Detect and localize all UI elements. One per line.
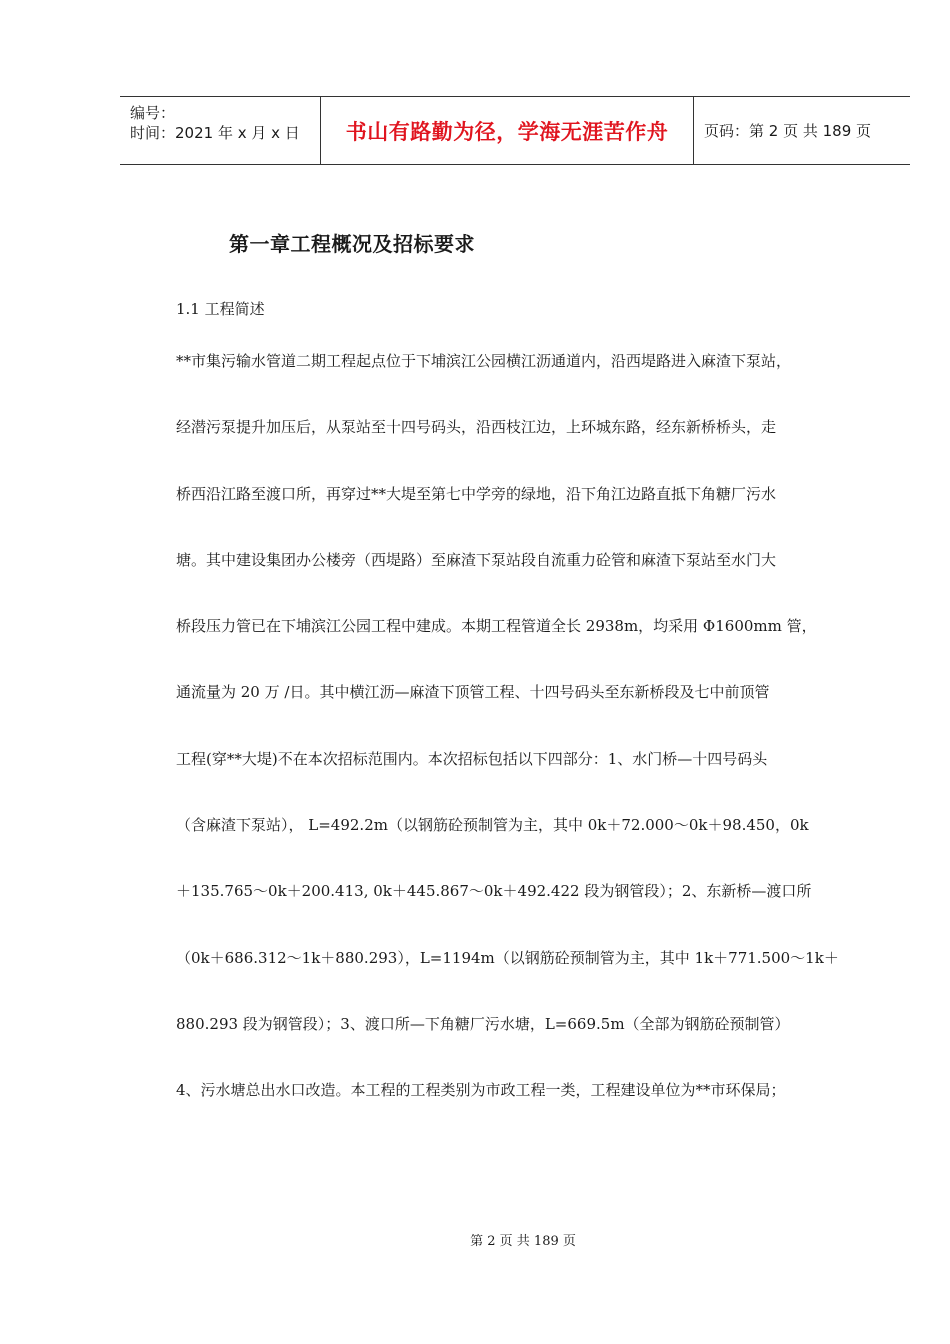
body-line: 经潜污泵提升加压后，从泵站至十四号码头，沿西枝江边，上环城东路，经东新桥桥头，走 bbox=[176, 418, 777, 437]
body-line: 880.293 段为钢管段）；3、渡口所—下角糖厂污水塘，L=669.5m（全部为钢筋砼预制管） bbox=[176, 1014, 790, 1033]
section-heading: 1.1 工程简述 bbox=[176, 300, 265, 318]
serial-label: 编号： bbox=[130, 104, 176, 122]
page-footer bbox=[0, 1230, 950, 1249]
body-paragraph bbox=[176, 351, 876, 1147]
body-line: 工程(穿**大堤)不在本次招标范围内。本次招标包括以下四部分：1、水门桥—十四号码头 bbox=[176, 749, 768, 768]
document-header bbox=[120, 96, 910, 165]
body-line: 通流量为 20 万 /日。其中横江沥—麻渣下顶管工程、十四号码头至东新桥段及七中前顶管 bbox=[176, 683, 770, 702]
body-line: 4、污水塘总出水口改造。本工程的工程类别为市政工程一类，工程建设单位为**市环保局； bbox=[176, 1081, 786, 1100]
header-motto-cell bbox=[321, 97, 694, 164]
header-page-cell bbox=[694, 97, 910, 164]
header-meta-cell bbox=[120, 97, 321, 164]
motto-text: 书山有路勤为径，学海无涯苦作舟 bbox=[345, 119, 669, 144]
body-line: 桥段压力管已在下埔滨江公园工程中建成。本期工程管道全长 2938m，均采用 Φ1600mm 管， bbox=[176, 617, 817, 636]
body-line: （0k＋686.312～1k＋880.293），L=1194m（以钢筋砼预制管为主，其中 1k＋771.500～1k＋ bbox=[176, 948, 839, 967]
footer-page-number: 第 2 页 共 189 页 bbox=[470, 1234, 576, 1249]
chapter-title: 第一章工程概况及招标要求 bbox=[229, 232, 475, 256]
body-line: 塘。其中建设集团办公楼旁（西堤路）至麻渣下泵站段自流重力砼管和麻渣下泵站至水门大 bbox=[176, 550, 777, 569]
body-line: 桥西沿江路至渡口所，再穿过**大堤至第七中学旁的绿地，沿下角江边路直抵下角糖厂污水 bbox=[176, 484, 777, 503]
time-label: 时间：2021 年 x 月 x 日 bbox=[130, 124, 300, 142]
page-label: 页码：第 2 页 共 189 页 bbox=[704, 122, 872, 140]
body-line: ＋135.765～0k＋200.413, 0k＋445.867～0k＋492.422 段为钢管段）；2、东新桥—渡口所 bbox=[176, 882, 812, 901]
body-line: **市集污输水管道二期工程起点位于下埔滨江公园横江沥通道内，沿西堤路进入麻渣下泵站， bbox=[176, 352, 792, 370]
body-line: （含麻渣下泵站）， L=492.2m（以钢筋砼预制管为主，其中 0k＋72.000～0k＋98.450，0k bbox=[176, 816, 809, 835]
